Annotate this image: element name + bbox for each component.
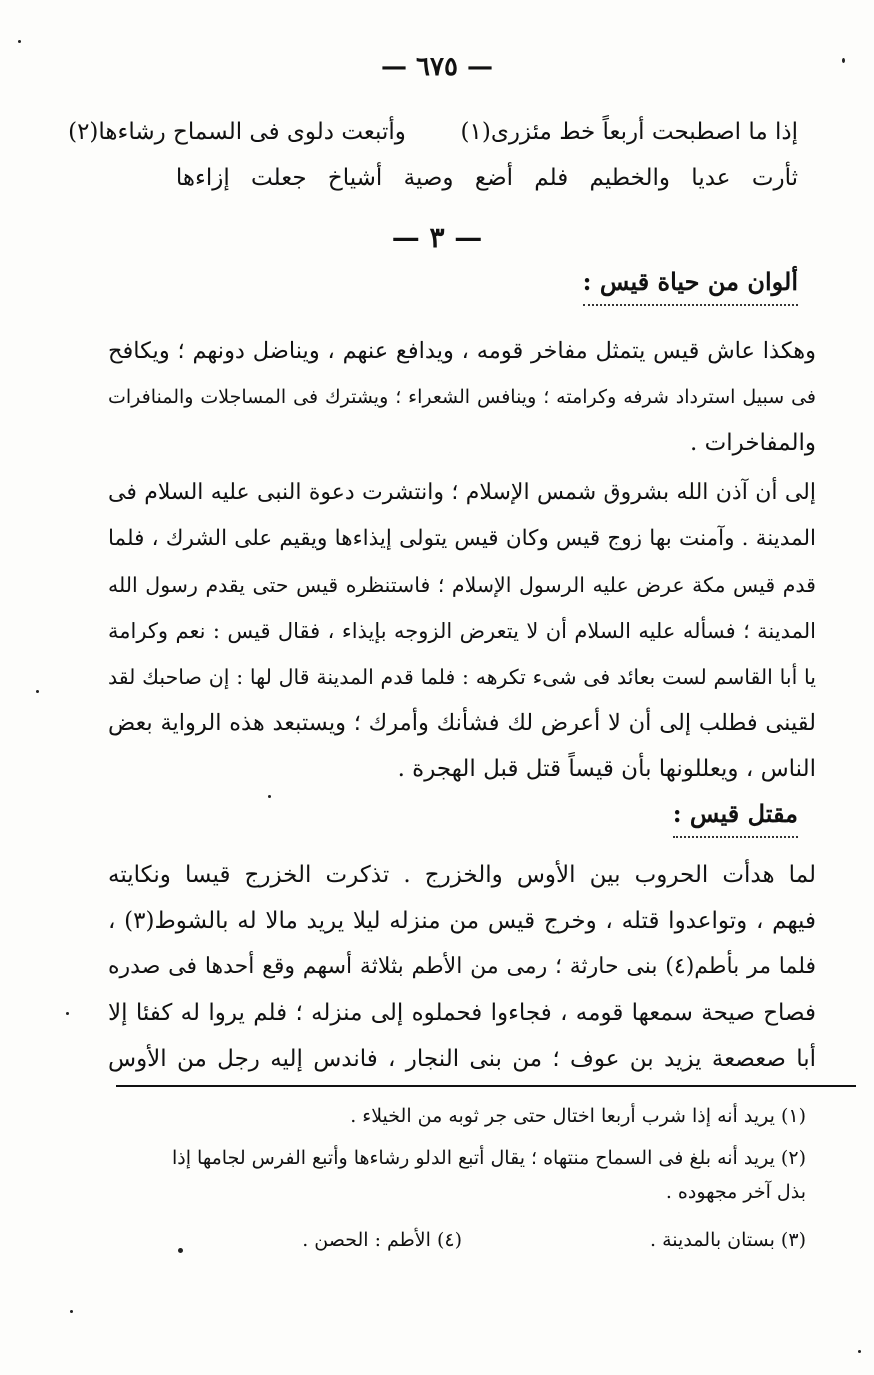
- paragraph-line: وهكذا عاش قيس يتمثل مفاخر قومه ، ويدافع عنهم ، ويناضل دونهم ؛ ويكافح: [108, 338, 816, 364]
- scan-speck: [178, 1248, 183, 1253]
- paragraph-line: فيهم ، وتواعدوا قتله ، وخرج قيس من منزله ليلا يريد مالا له بالشوط(٣) ،: [108, 908, 816, 934]
- paragraph-line: إلى أن آذن الله بشروق شمس الإسلام ؛ وانتشرت دعوة النبى عليه السلام فى: [108, 480, 816, 505]
- footnote-3: (٣) بستان بالمدينة .: [650, 1229, 806, 1251]
- section-number: — ٣ —: [391, 221, 483, 254]
- paragraph-line: المدينة . وآمنت بها زوج قيس وكان قيس يتولى إيذاءها ويقيم على الشرك ، فلما: [108, 526, 816, 551]
- poem-verse-1-first-hemistich: إذا ما اصطبحت أربعاً خط مئزرى(١): [460, 119, 798, 145]
- footnote-4: (٤) الأطم : الحصن .: [302, 1229, 462, 1251]
- paragraph-line: الناس ، ويعللونها بأن قيساً قتل قبل الهجرة .: [397, 756, 816, 782]
- paragraph-line: لما هدأت الحروب بين الأوس والخزرج . تذكرت الخزرج قيسا ونكايته: [108, 862, 816, 888]
- section-heading-qays-death: مقتل قيس :: [673, 794, 798, 838]
- footnote-2: (٢) يريد أنه بلغ فى السماح منتهاه ؛ يقال أتبع الدلو رشاءها وأتبع الفرس لجامها إذا: [172, 1147, 806, 1169]
- poem-verse-1: [68, 110, 798, 154]
- paragraph-line: والمفاخرات .: [689, 430, 816, 456]
- paragraph-line: لقينى فطلب إلى أن لا أعرض لك فشأنك وأمرك ؛ ويستبعد هذه الرواية بعض: [108, 710, 816, 736]
- paragraph-line: قدم قيس مكة عرض عليه الرسول الإسلام ؛ فاستنظره قيس حتى يقدم رسول الله: [108, 573, 816, 597]
- poem-verse-1-second-hemistich: وأتبعت دلوى فى السماح رشاءها(٢): [68, 119, 406, 145]
- scan-speck: [36, 690, 39, 693]
- scan-speck: [66, 1012, 69, 1015]
- page-number: — ٦٧٥ —: [380, 52, 494, 82]
- paragraph-line: فلما مر بأطم(٤) بنى حارثة ؛ رمى من الأطم بثلاثة أسهم وقع أحدها فى صدره: [108, 954, 816, 979]
- paragraph-line: فصاح صيحة سمعها قومه ، فجاءوا فحملوه إلى منزله ؛ فلم يروا له كفئا إلا: [108, 1000, 816, 1026]
- section-heading-qays-life: ألوان من حياة قيس :: [583, 262, 798, 306]
- scan-speck: [70, 1310, 73, 1313]
- paragraph-islam-arrival: [108, 470, 816, 792]
- paragraph-qays-character: [108, 328, 816, 466]
- paragraph-line: يا أبا القاسم لست بعائد فى شىء تكرهه : فلما قدم المدينة قال لها : إن صاحبك لقد: [108, 665, 816, 689]
- footnote-1: (١) يريد أنه إذا شرب أربعا اختال حتى جر ثوبه من الخيلاء .: [350, 1105, 806, 1127]
- scan-speck: [858, 1350, 861, 1353]
- scan-speck: [18, 40, 21, 43]
- paragraph-line: المدينة ؛ فسأله عليه السلام أن لا يتعرض الزوجه بإيذاء ، فقال قيس : نعم وكرامة: [108, 619, 816, 643]
- footnote-2-continuation: بذل آخر مجهوده .: [665, 1181, 806, 1203]
- paragraph-qays-killing: [108, 852, 816, 1082]
- paragraph-line: أبا صعصعة يزيد بن عوف ؛ من بنى النجار ، فاندس إليه رجل من الأوس: [108, 1046, 816, 1072]
- paragraph-line: فى سبيل استرداد شرفه وكرامته ؛ وينافس الشعراء ؛ ويشترك فى المساجلات والمنافرات: [108, 386, 816, 408]
- footnote-separator: [116, 1085, 856, 1087]
- scan-speck: [268, 795, 271, 798]
- poem-verse-2: ثأرت عديا والخطيم فلم أضع وصية أشياخ جعلت إزاءها: [175, 165, 798, 191]
